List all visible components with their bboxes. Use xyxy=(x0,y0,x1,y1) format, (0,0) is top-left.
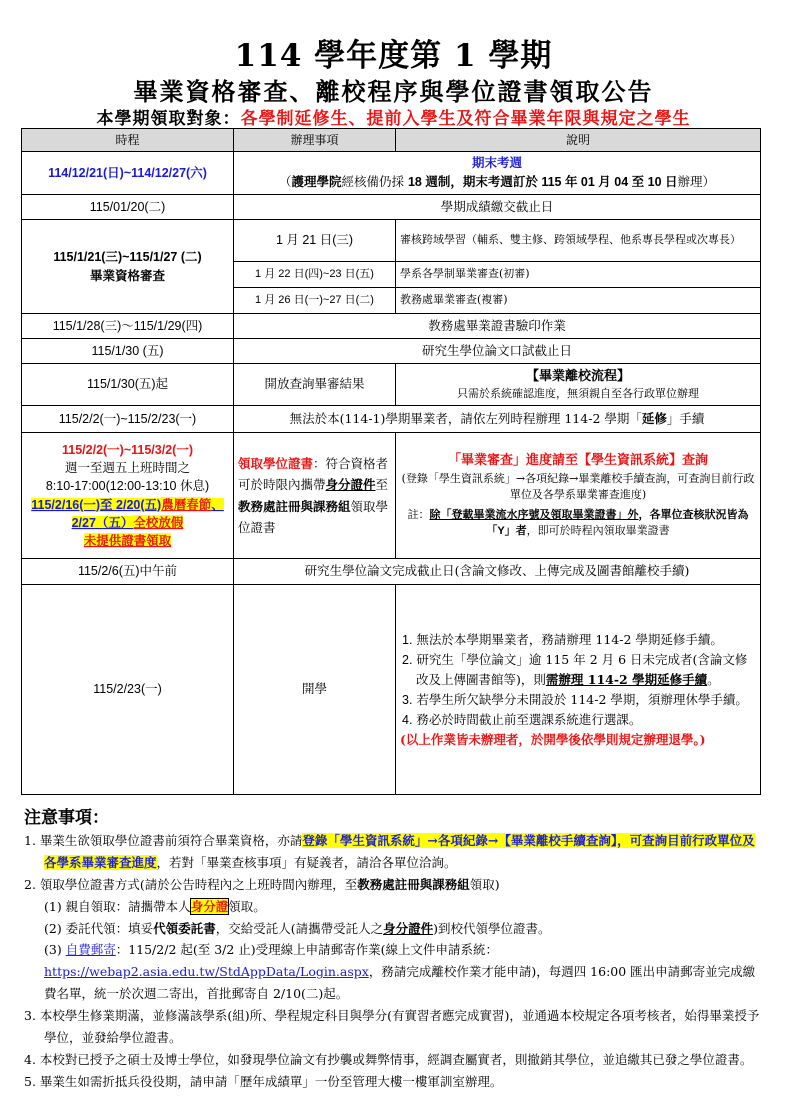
review-sub-desc-1: 審核跨域學習（輔系、雙主修、跨領域學程、他系專長學程或次專長） xyxy=(396,220,761,262)
application-system-link[interactable]: https://webap2.asia.edu.tw/StdAppData/Login.aspx xyxy=(44,964,369,980)
grades-item: 學期成績繳交截止日 xyxy=(234,195,761,220)
target-label: 本學期領取對象： xyxy=(96,109,241,129)
table-row-grades xyxy=(22,195,761,220)
extend-date: 115/2/2(一)~115/2/23(一) xyxy=(22,406,234,433)
table-header-row xyxy=(22,129,761,152)
term-start-warning: (以上作業皆未辦理者，於開學後依學則規定辦理退學。) xyxy=(400,731,706,747)
query-description xyxy=(396,364,761,406)
exam-date: 114/12/21(日)~114/12/27(六) xyxy=(22,152,234,195)
collect-desc-note: 註：除「登載畢業流水序號及領取畢業證書」外，各單位查核狀況皆為「Y」者，即可於時程內領取畢業證書 xyxy=(407,507,749,538)
stamp-date: 115/1/28(三)～115/1/29(四) xyxy=(22,314,234,339)
exam-title: 期末考週 xyxy=(471,156,522,171)
collect-date: 115/2/2(一)~115/3/2(一) xyxy=(62,443,193,458)
term-start-item: 開學 xyxy=(234,585,396,795)
collect-date-cell xyxy=(22,433,234,559)
term-start-points xyxy=(400,630,756,730)
table-row-review-1 xyxy=(22,220,761,262)
table-row-extend xyxy=(22,406,761,433)
review-label: 畢業資格審查 xyxy=(89,267,165,283)
query-desc-title: 【畢業離校流程】 xyxy=(525,368,630,384)
collect-desc-paren: (登錄「學生資訊系統」→各項紀錄→畢業離校手續查詢，可查詢目前行政單位及各學系畢業審查進度) xyxy=(401,471,755,502)
review-date-cell xyxy=(22,220,234,314)
review-sub-date-1: 1 月 21 日(三) xyxy=(234,220,396,262)
collect-item: 領取學位證書：符合資格者可於時限內攜帶身分證件至教務處註冊與課務組領取學位證書 xyxy=(234,433,396,559)
term-point-4: 4. 務必於時間截止前至選課系統進行選課。 xyxy=(402,711,642,727)
schedule-table xyxy=(21,128,761,795)
column-header-item: 辦理事項 xyxy=(234,129,396,152)
note-1: 1. 畢業生欲領取學位證書前須符合畢業資格，亦請登錄「學生資訊系統」→各項紀錄→【畢業離校手續查詢】，可查詢目前行政單位及各學系畢業審查進度，若對「畢業查核事項」有疑義者，請洽各單位洽詢。 xyxy=(24,833,755,870)
review-sub-date-3: 1 月 26 日(一)~27 日(二) xyxy=(234,288,396,314)
collect-desc-head: 「畢業審查」進度請至【學生資訊系統】查詢 xyxy=(447,453,708,469)
review-sub-desc-2: 學系各學制畢業審查(初審) xyxy=(396,262,761,288)
note-2: 2. 領取學位證書方式(請於公告時程內之上班時間內辦理，至教務處註冊與課務組領取) xyxy=(24,876,500,892)
thesis-date: 115/2/6(五)中午前 xyxy=(22,559,234,585)
table-row-thesis xyxy=(22,559,761,585)
self-mail-link[interactable]: 自費郵寄 xyxy=(65,942,116,958)
page-subtitle: 畢業資格審查、離校程序與學位證書領取公告 xyxy=(133,77,654,106)
column-header-schedule: 時程 xyxy=(22,129,234,152)
review-sub-date-2: 1 月 22 日(四)~23 日(五) xyxy=(234,262,396,288)
note-4: 4. 本校對已授予之碩士及博士學位，如發現學位論文有抄襲或舞弊情事，經調查屬實者，則撤銷其學位，並追繳其已發之學位證書。 xyxy=(24,1051,753,1067)
note-2-2: (2) 委託代領：填妥代領委託書，交給受託人(請攜帶受託人之身分證件)到校代領學位證書。 xyxy=(44,920,551,936)
term-start-description xyxy=(396,585,761,795)
target-audience xyxy=(0,104,787,129)
oral-item: 研究生學位論文口試截止日 xyxy=(234,339,761,364)
table-row-term-start xyxy=(22,585,761,795)
query-item: 開放查詢畢審結果 xyxy=(234,364,396,406)
term-start-date: 115/2/23(一) xyxy=(22,585,234,795)
grades-date: 115/01/20(二) xyxy=(22,195,234,220)
review-sub-desc-3: 教務處畢業審查(複審) xyxy=(396,288,761,314)
exam-description xyxy=(234,152,761,195)
note-3: 3. 本校學生修業期滿，並修滿該學系(組)所、學程規定科目與學分(有實習者應完成實習)，並通過本校規定各項考核者，始得畢業授予學位，並發給學位證書。 xyxy=(24,1008,760,1045)
query-date: 115/1/30(五)起 xyxy=(22,364,234,406)
collect-hours-2: 8:10-17:00(12:00-13:10 休息) xyxy=(45,479,210,494)
notes-list xyxy=(24,830,764,1093)
term-point-2: 2. 研究生「學位論文」逾 115 年 2 月 6 日未完成者(含論文修改及上傳圖書館等)，則需辦理 114-2 學期延修手續。 xyxy=(402,651,748,687)
column-header-description: 說明 xyxy=(396,129,761,152)
thesis-item: 研究生學位論文完成截止日(含論文修改、上傳完成及圖書館離校手續) xyxy=(234,559,761,585)
page-title: 114 學年度第 1 學期 xyxy=(234,38,553,74)
exam-note: （護理學院經核備仍採 18 週制，期末考週訂於 115 年 01 月 04 至 10 日辦理） xyxy=(278,174,716,189)
query-desc-sub: 只需於系統確認進度，無須親自至各行政單位辦理 xyxy=(457,387,699,400)
note-2-3: (3) 自費郵寄：115/2/2 起(至 3/2 止)受理線上申請郵寄作業(線上文件申請系統： https://webap2.asia.edu.tw/StdAppData/Login.aspx，務請完成離校作業才能申請)，每週四 16:00 匯出申請郵寄並完成繳費名單，統一於次週二寄出，首批郵寄自 2/10(二)起。 xyxy=(44,942,756,1002)
oral-date: 115/1/30 (五) xyxy=(22,339,234,364)
table-row-stamp xyxy=(22,314,761,339)
extend-item: 無法於本(114-1)學期畢業者，請依左列時程辦理 114-2 學期「延修」手續 xyxy=(234,406,761,433)
table-row-oral-exam xyxy=(22,339,761,364)
term-point-3: 3. 若學生所欠缺學分未開設於 114-2 學期，須辦理休學手續。 xyxy=(402,691,748,707)
table-row-exam-week xyxy=(22,152,761,195)
target-value: 各學制延修生、提前入學生及符合畢業年限與規定之學生 xyxy=(240,109,691,129)
stamp-item: 教務處畢業證書驗印作業 xyxy=(234,314,761,339)
table-row-collect xyxy=(22,433,761,559)
collect-description xyxy=(396,433,761,559)
collect-holiday: 115/2/16(一)至 2/20(五)農曆春節、2/27（五）全校放假 未提供證書領取 xyxy=(31,496,224,548)
collect-hours-1: 週一至週五上班時間之 xyxy=(64,460,190,476)
note-5: 5. 畢業生如需折抵兵役役期，請申請「歷年成績單」一份至管理大樓一樓軍訓室辦理。 xyxy=(24,1073,503,1089)
table-row-query xyxy=(22,364,761,406)
note-2-1: (1) 親自領取：請攜帶本人身分證領取。 xyxy=(44,898,266,914)
review-date: 115/1/21(三)~115/1/27 (二) xyxy=(53,249,202,264)
term-point-1: 1. 無法於本學期畢業者，務請辦理 114-2 學期延修手續。 xyxy=(402,631,723,647)
notes-title: 注意事項： xyxy=(24,808,109,828)
